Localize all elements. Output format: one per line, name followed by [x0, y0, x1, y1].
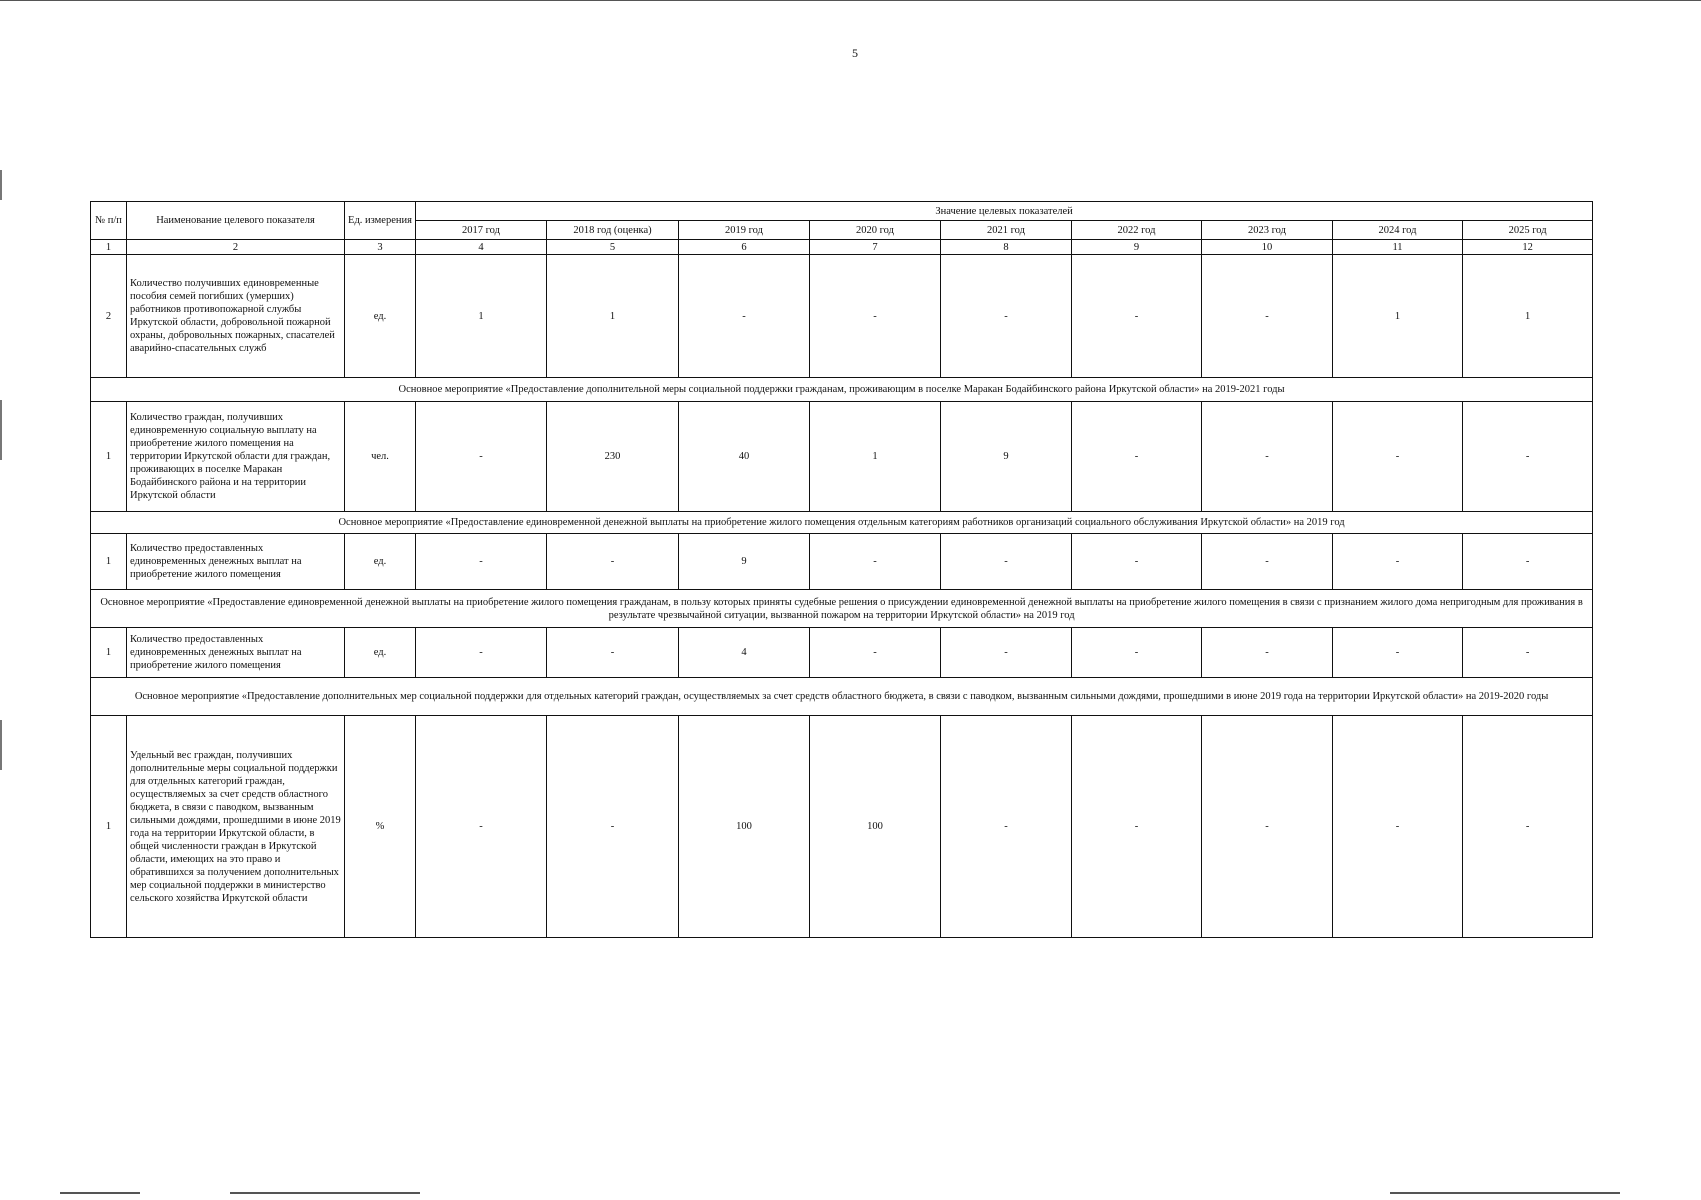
row-value: - — [1072, 255, 1202, 378]
row-num: 1 — [91, 716, 127, 938]
table-row — [91, 534, 1593, 590]
column-number: 5 — [547, 240, 679, 255]
row-value: 100 — [810, 716, 941, 938]
row-value: - — [1333, 716, 1463, 938]
header-unit: Ед. измерения — [345, 202, 416, 240]
row-value: 4 — [679, 628, 810, 678]
column-number: 3 — [345, 240, 416, 255]
page-number: 5 — [852, 46, 858, 60]
scan-edge-mark — [0, 170, 2, 200]
row-value: - — [416, 716, 547, 938]
row-value: 1 — [416, 255, 547, 378]
row-num: 2 — [91, 255, 127, 378]
column-number: 1 — [91, 240, 127, 255]
column-number: 9 — [1072, 240, 1202, 255]
row-indicator-name: Количество предоставленных единовременных денежных выплат на приобретение жилого помещения — [127, 534, 345, 590]
row-value: - — [1463, 402, 1593, 512]
row-value: 9 — [679, 534, 810, 590]
row-value: - — [1333, 402, 1463, 512]
column-number: 6 — [679, 240, 810, 255]
row-value: - — [1202, 534, 1333, 590]
scan-bottom-mark — [230, 1192, 420, 1194]
row-value: 100 — [679, 716, 810, 938]
row-value: - — [1072, 402, 1202, 512]
row-value: - — [1202, 628, 1333, 678]
header-year: 2024 год — [1333, 221, 1463, 240]
row-value: - — [547, 628, 679, 678]
row-value: - — [941, 255, 1072, 378]
section-row — [91, 590, 1593, 628]
row-value: - — [1202, 716, 1333, 938]
table-row — [91, 716, 1593, 938]
row-value: - — [810, 255, 941, 378]
row-value: 1 — [810, 402, 941, 512]
row-value: - — [679, 255, 810, 378]
scan-bottom-mark — [1390, 1192, 1620, 1194]
header-year: 2020 год — [810, 221, 941, 240]
section-title: Основное мероприятие «Предоставление единовременной денежной выплаты на приобретение жилого помещения гражданам, в пользу которых приняты судебные решения о присуждении единовременной денежной выплаты на приобретение жилого помещения в связи с признанием жилого дома непригодным для проживания в результате чрезвычайной ситуации, вызванной пожаром на территории Иркутской области» на 2019 год — [91, 590, 1593, 628]
row-value: 9 — [941, 402, 1072, 512]
row-num: 1 — [91, 534, 127, 590]
row-indicator-name: Количество получивших единовременные пособия семей погибших (умерших) работников противопожарной службы Иркутской области, добровольной пожарной охраны, добровольных пожарных, спасателей аварийно-спасательных служб — [127, 255, 345, 378]
row-value: - — [1463, 628, 1593, 678]
header-year: 2017 год — [416, 221, 547, 240]
row-value: - — [1463, 534, 1593, 590]
header-num: № п/п — [91, 202, 127, 240]
row-indicator-name: Количество граждан, получивших единовременную социальную выплату на приобретение жилого помещения на территории Иркутской области для граждан, проживающих в поселке Маракан Бодайбинского района и на территории Иркутской области — [127, 402, 345, 512]
row-value: 1 — [1333, 255, 1463, 378]
row-value: - — [1333, 534, 1463, 590]
row-unit: ед. — [345, 255, 416, 378]
row-unit: ед. — [345, 628, 416, 678]
row-value: - — [1202, 255, 1333, 378]
row-value: - — [810, 534, 941, 590]
row-value: - — [416, 402, 547, 512]
section-row — [91, 678, 1593, 716]
header-year: 2019 год — [679, 221, 810, 240]
row-value: - — [941, 534, 1072, 590]
row-value: - — [1072, 628, 1202, 678]
row-value: - — [1072, 716, 1202, 938]
column-number: 4 — [416, 240, 547, 255]
row-value: - — [941, 628, 1072, 678]
header-year: 2023 год — [1202, 221, 1333, 240]
column-number: 8 — [941, 240, 1072, 255]
row-unit: % — [345, 716, 416, 938]
column-number: 7 — [810, 240, 941, 255]
row-num: 1 — [91, 402, 127, 512]
section-title: Основное мероприятие «Предоставление единовременной денежной выплаты на приобретение жилого помещения отдельным категориям работников организаций социального обслуживания Иркутской области» на 2019 год — [91, 512, 1593, 534]
scan-top-border — [0, 0, 1701, 1]
section-title: Основное мероприятие «Предоставление дополнительных мер социальной поддержки для отдельных категорий граждан, осуществляемых за счет средств областного бюджета, в связи с паводком, вызванным сильными дождями, прошедшими в июне 2019 года на территории Иркутской области» на 2019-2020 годы — [91, 678, 1593, 716]
row-num: 1 — [91, 628, 127, 678]
row-value: 40 — [679, 402, 810, 512]
scan-edge-mark — [0, 400, 2, 460]
row-value: - — [941, 716, 1072, 938]
row-value: - — [416, 628, 547, 678]
target-indicators-table — [90, 201, 1593, 938]
row-value: 230 — [547, 402, 679, 512]
row-value: - — [416, 534, 547, 590]
row-value: 1 — [1463, 255, 1593, 378]
row-value: - — [1072, 534, 1202, 590]
table-row — [91, 255, 1593, 378]
scan-edge-mark — [0, 720, 2, 770]
scan-bottom-mark — [60, 1192, 140, 1194]
row-value: - — [1202, 402, 1333, 512]
column-number: 2 — [127, 240, 345, 255]
header-year: 2025 год — [1463, 221, 1593, 240]
section-title: Основное мероприятие «Предоставление дополнительной меры социальной поддержки гражданам, проживающим в поселке Маракан Бодайбинского района Иркутской области» на 2019-2021 годы — [91, 378, 1593, 402]
section-row — [91, 512, 1593, 534]
row-value: - — [1463, 716, 1593, 938]
table-row — [91, 402, 1593, 512]
row-value: - — [547, 716, 679, 938]
row-indicator-name: Количество предоставленных единовременных денежных выплат на приобретение жилого помещения — [127, 628, 345, 678]
column-number: 11 — [1333, 240, 1463, 255]
header-year: 2021 год — [941, 221, 1072, 240]
header-row — [91, 202, 1593, 221]
column-numbers-row — [91, 240, 1593, 255]
row-value: - — [1333, 628, 1463, 678]
row-unit: чел. — [345, 402, 416, 512]
row-value: - — [810, 628, 941, 678]
section-row — [91, 378, 1593, 402]
header-year: 2018 год (оценка) — [547, 221, 679, 240]
header-values-group: Значение целевых показателей — [416, 202, 1593, 221]
row-unit: ед. — [345, 534, 416, 590]
header-year: 2022 год — [1072, 221, 1202, 240]
row-value: - — [547, 534, 679, 590]
header-indicator-name: Наименование целевого показателя — [127, 202, 345, 240]
row-value: 1 — [547, 255, 679, 378]
row-indicator-name: Удельный вес граждан, получивших дополнительные меры социальной поддержки для отдельных категорий граждан, осуществляемых за счет средств областного бюджета, в связи с паводком, вызванным сильными дождями, прошедшими в июне 2019 года на территории Иркутской области, в общей численности граждан в Иркутской области, имеющих на это право и обратившихся за получением дополнительных мер социальной поддержки в министерство сельского хозяйства Иркутской области — [127, 716, 345, 938]
table-row — [91, 628, 1593, 678]
column-number: 10 — [1202, 240, 1333, 255]
column-number: 12 — [1463, 240, 1593, 255]
